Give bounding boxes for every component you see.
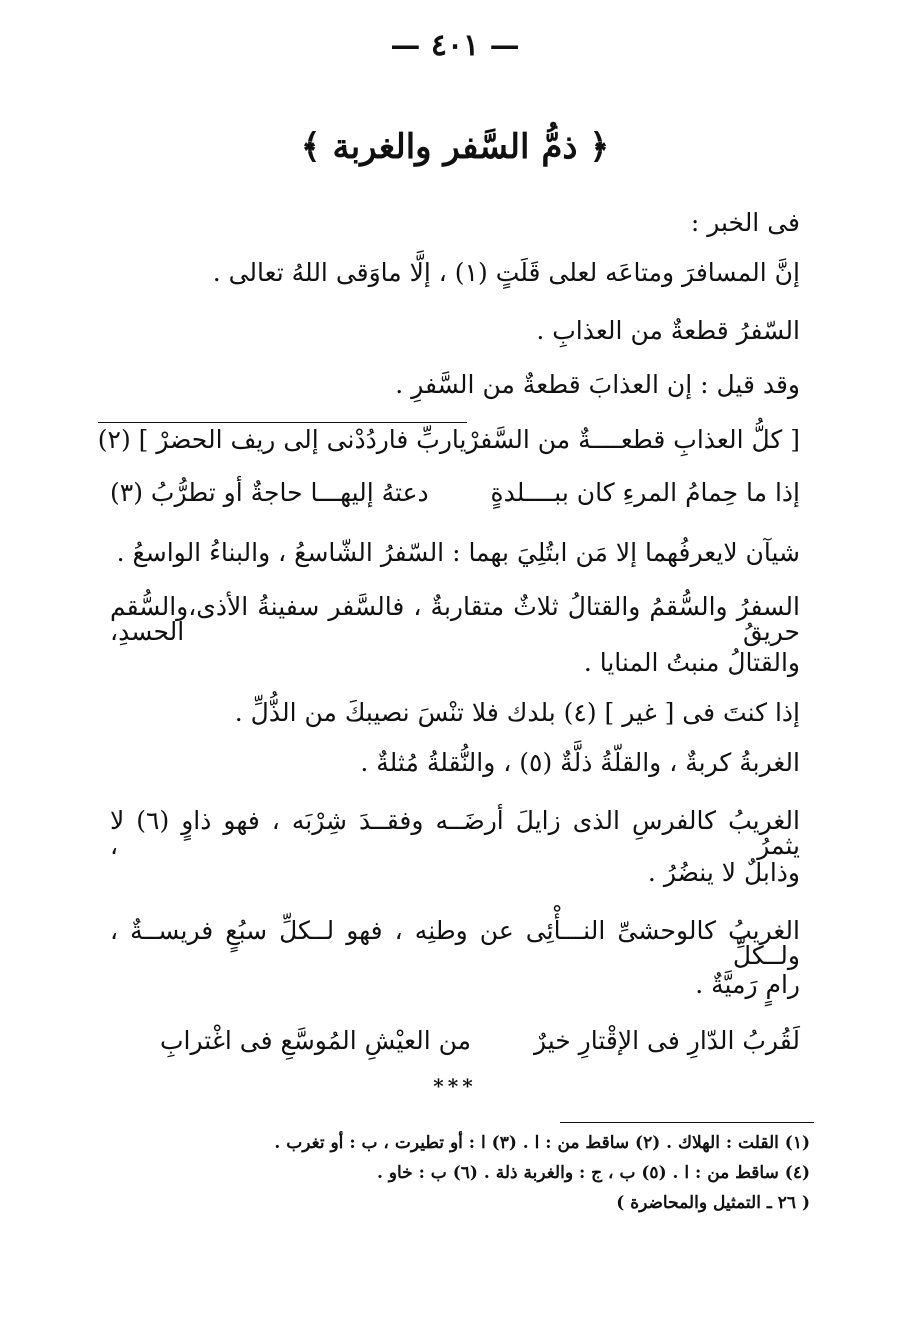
footnote-line: (١) القلت : الهلاك . (٢) ساقط من : ا . (٣) ا : أو تطيرت ، ب : أو تغرب .: [274, 1133, 810, 1153]
paragraph-line: الغريبُ كالوحشىِّ النـــأْئِى عن وطنِه ، فهو لــكلِّ سبُعٍ فريســةٌ ، ولــكلِّ: [110, 916, 800, 970]
paragraph-line: فى الخبر :: [690, 208, 800, 237]
footnote-rule: [560, 1122, 814, 1123]
footnote-line: (٤) ساقط من : ا . (٥) ب ، ج : والغربة ذلة . (٦) ب : خاو .: [376, 1163, 810, 1183]
paragraph-line: والقتالُ منبتُ المنايا .: [583, 648, 800, 677]
verse-hemistich: دعتهُ إليهـــا حاجةٌ أو تطرُّبُ (٣): [110, 478, 429, 507]
paragraph-line: وقد قيل : إن العذابَ قطعةٌ من السَّفرِ .: [395, 370, 800, 399]
paragraph-line: شيآن لايعرفُهما إلا مَن ابتُلِيَ بهما : السّفرُ الشّاسعُ ، والبناءُ الواسعُ .: [116, 538, 800, 567]
book-signature: ( ٢٦ ـ التمثيل والمحاضرة ): [616, 1193, 810, 1213]
verse-hemistich: [ كلُّ العذابِ قطعــــةٌ من السَّفرْ: [466, 425, 800, 454]
verse-hemistich: إذا ما حِمامُ المرءِ كان ببــــلدةٍ: [490, 478, 800, 507]
verse-line: [110, 478, 800, 507]
verse-hemistich: من العيْشِ المُوسَّعِ فى اغْترابِ: [160, 1026, 472, 1055]
verse-line: [97, 422, 800, 454]
verse-line: [160, 1026, 800, 1055]
paragraph-line: إنَّ المسافرَ ومتاعَه لعلى قَلَتٍ (١) ، إلَّا ماوَقى اللهُ تعالى .: [212, 258, 800, 287]
page-number: — ٤٠١ —: [390, 28, 520, 63]
paragraph-line: رامٍ رَميَّةٌ .: [695, 970, 800, 999]
paragraph-line: الغريبُ كالفرسِ الذى زايلَ أرضَــه وفقــدَ شِرْبَه ، فهو ذاوٍ (٦) لا يثمرُ ،: [110, 806, 800, 860]
paragraph-line: وذابلٌ لا ينضُرُ .: [647, 858, 800, 887]
footnotes: [90, 1128, 810, 1218]
verse-hemistich: ياربِّ فاردُدْنى إلى ريف الحضرْ ] (٢): [98, 422, 467, 454]
paragraph-line: الغربةُ كربةٌ ، والقلّةُ ذلَّةٌ (٥) ، والنُّقلةُ مُثلةٌ .: [360, 748, 800, 777]
verse-hemistich: لَقُربُ الدّارِ فى الإقْتارِ خيرٌ: [533, 1026, 800, 1055]
section-separator: ***: [433, 1074, 477, 1098]
paragraph-line: السّفرُ قطعةٌ من العذابِ .: [536, 316, 800, 345]
chapter-title: ﴿ ذمُّ السَّفر والغربة ﴾: [300, 127, 610, 167]
paragraph-line: إذا كنتَ فى [ غير ] (٤) بلدك فلا تنْسَ نصيبكَ من الذُّلِّ .: [234, 698, 800, 727]
paragraph-line: السفرُ والسُّقمُ والقتالُ ثلاثٌ متقاربةٌ ، فالسَّفر سفينةُ الأذى،والسُّقم حريقُ الحسدِ،: [110, 592, 800, 646]
